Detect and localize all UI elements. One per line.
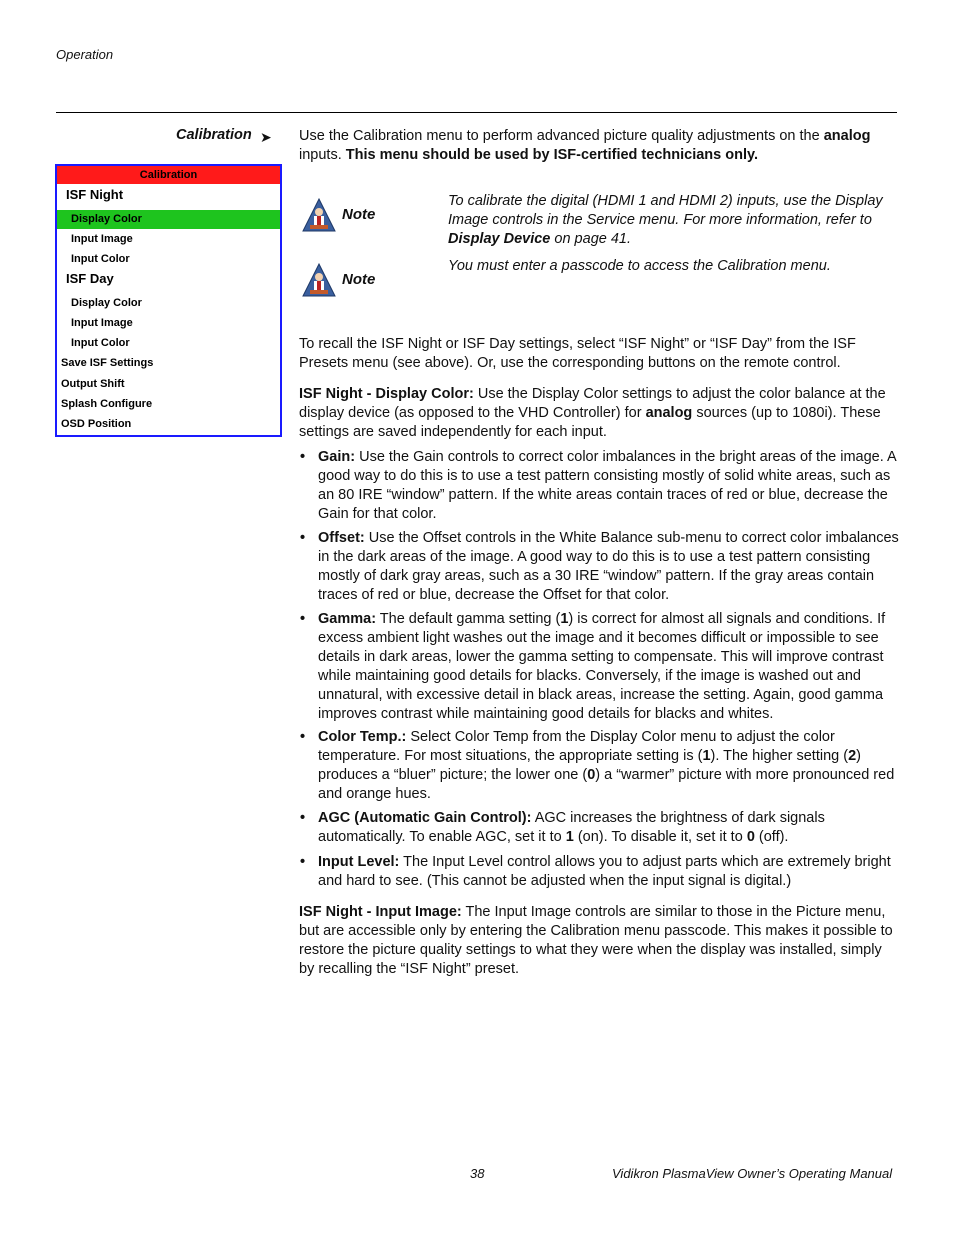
manual-title: Vidikron PlasmaView Owner’s Operating Manual (612, 1166, 893, 1181)
menu-item-output-shift: Output Shift (61, 378, 125, 390)
list-item: • AGC (Automatic Gain Control): AGC increases the brightness of dark signals automatically. To enable AGC, set it to 1 (on). To disable it, set it to 0 (off). (300, 810, 825, 845)
menu-item-input-color: Input Color (71, 337, 130, 349)
intro-paragraph: Use the Calibration menu to perform advanced picture quality adjustments on the analog inputs. This menu should be used by ISF-certified technicians only. (299, 128, 871, 163)
menu-item-display-color: Display Color (71, 297, 142, 309)
menu-item-input-color: Input Color (71, 253, 130, 265)
list-item: • Gain: Use the Gain controls to correct color imbalances in the bright areas of the image. A good way to do this is to use a test pattern consisting mostly of solid white areas, such as an 80 IRE “window” pattern. If the white areas contain traces of red or blue, decrease the Gain for that color. (300, 449, 896, 522)
menu-item-isf-day: ISF Day (66, 271, 114, 286)
calibration-menu (55, 164, 282, 437)
note-text: You must enter a passcode to access the Calibration menu. (448, 258, 831, 274)
input-image-paragraph: ISF Night - Input Image: The Input Image controls are similar to those in the Picture menu, but are accessible only by entering the Calibration menu passcode. This makes it possible to restore the picture quality settings to what they were when the display was installed, simply by recalling the “ISF Night” preset. (299, 904, 893, 977)
menu-item-osd-position: OSD Position (61, 418, 132, 430)
menu-item-input-image: Input Image (71, 317, 133, 329)
note-label: Note (342, 271, 376, 288)
menu-item-display-color-selected: Display Color (57, 210, 280, 229)
list-item: • Gamma: The default gamma setting (1) is correct for almost all signals and conditions. If excess ambient light washes out the image and it becomes difficult or impossible to see details in dark areas, lower the gamma setting to compensate. This will improve contrast while maintaining good details for blacks. Conversely, if the image is washed out and unnatural, with excessive detail in black areas, increase the setting. Again, good gamma improves contrast while maintaining good details for blacks and whites. (300, 611, 886, 722)
recall-paragraph: To recall the ISF Night or ISF Day settings, select “ISF Night” or “ISF Day” from the ISF Presets menu (see above). Or, use the corresponding buttons on the remote control. (299, 336, 856, 371)
menu-item-splash-configure: Splash Configure (61, 398, 153, 410)
note-pointer-icon (302, 198, 336, 232)
note-pointer-icon (302, 263, 336, 297)
arrow-icon: ➤ (260, 129, 272, 145)
header-rule (56, 112, 897, 113)
note-label: Note (342, 206, 376, 223)
menu-title: Calibration (57, 166, 280, 184)
list-item: • Color Temp.: Select Color Temp from the Display Color menu to adjust the color temperature. For most situations, the appropriate setting is (1). The higher setting (2) produces a “bluer” picture; the lower one (0) a “warmer” picture with more pronounced red and orange hues. (300, 729, 895, 802)
running-header: Operation (56, 47, 114, 62)
page-number: 38 (470, 1166, 485, 1181)
list-item: • Offset: Use the Offset controls in the White Balance sub-menu to correct color imbalances in the dark areas of the image. A good way to do this is to use a test pattern consisting mostly of dark gray areas, such as a 30 IRE “window” pattern. If the gray areas contain traces of red or blue, decrease the Offset for that color. (300, 530, 899, 603)
side-heading: Calibration (176, 127, 252, 143)
menu-item-input-image: Input Image (71, 233, 133, 245)
display-color-paragraph: ISF Night - Display Color: Use the Display Color settings to adjust the color balance at the display device (as opposed to the VHD Controller) for analog sources (up to 1080i). These settings are saved independently for each input. (299, 386, 886, 440)
menu-item-save-isf-settings: Save ISF Settings (61, 357, 154, 369)
list-item: • Input Level: The Input Level control allows you to adjust parts which are extremely bright and hard to see. (This cannot be adjusted when the input signal is digital.) (300, 854, 891, 889)
menu-item-isf-night: ISF Night (66, 187, 124, 202)
note-text: To calibrate the digital (HDMI 1 and HDMI 2) inputs, use the Display Image controls in the Service menu. For more information, refer to Display Device on page 41. (448, 193, 883, 247)
